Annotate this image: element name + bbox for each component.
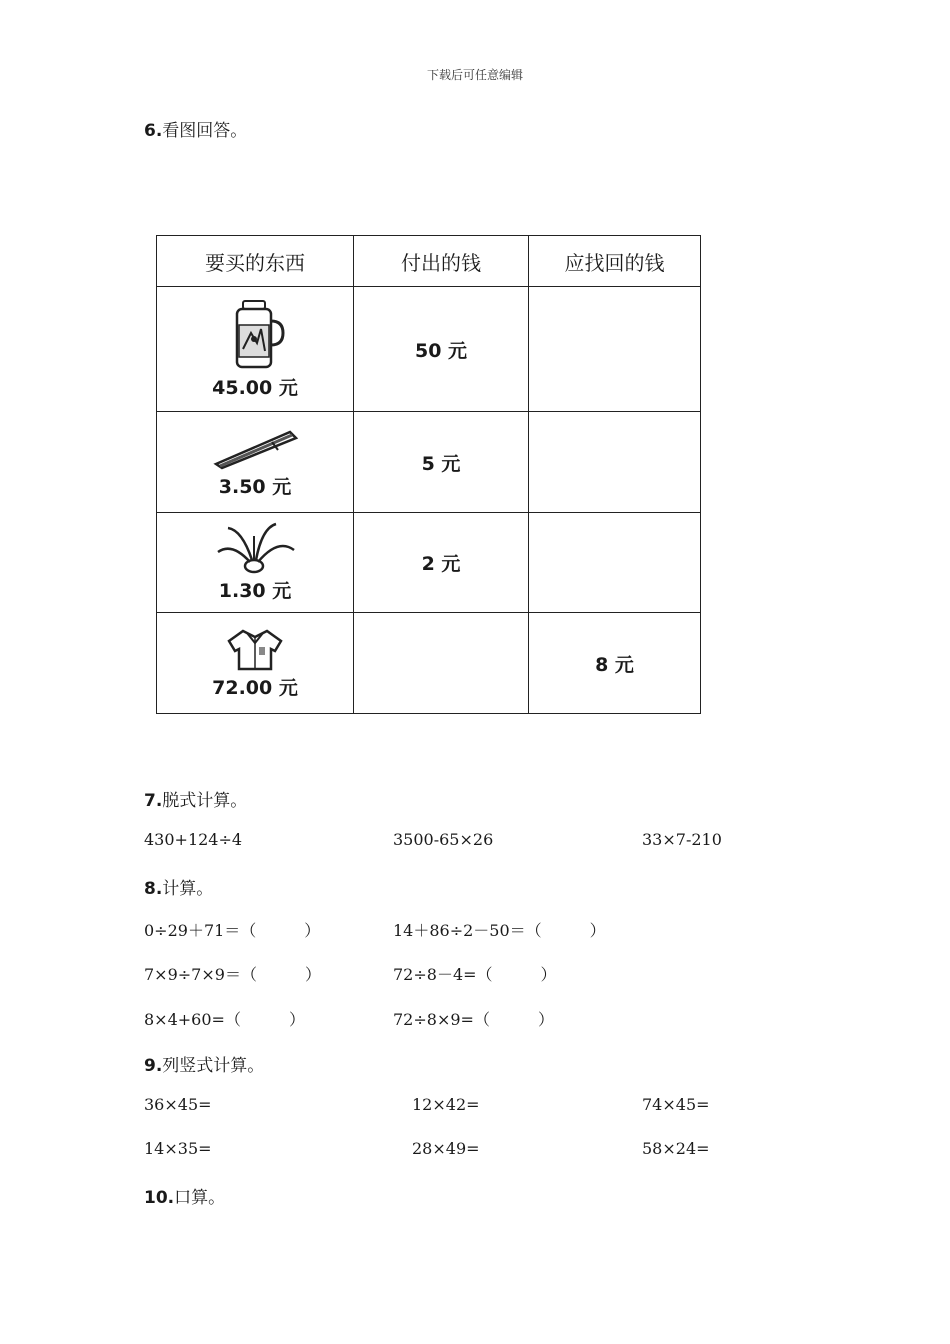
question-text: 列竖式计算。: [162, 1056, 265, 1076]
calc-item: 36×45=: [144, 1095, 212, 1114]
plant-icon: [212, 522, 298, 574]
calc-item: 14×35=: [144, 1139, 212, 1158]
pen-icon: [210, 426, 300, 470]
question-8-title: [144, 874, 213, 899]
question-text: 计算。: [162, 879, 214, 899]
calc-item: 8×4+60=（ ）: [144, 1010, 305, 1029]
thermos-icon: [225, 299, 285, 371]
shopping-table: [156, 235, 701, 714]
calc-item: 58×24=: [642, 1139, 710, 1158]
question-text: 口算。: [174, 1188, 226, 1208]
column-header-item: 要买的东西: [157, 236, 354, 287]
shirt-icon: [225, 627, 285, 671]
paid-cell: [354, 412, 529, 513]
paid-cell[interactable]: [354, 613, 529, 714]
question-10-title: [144, 1183, 225, 1208]
question-number: 10.: [144, 1188, 175, 1208]
calc-item: 74×45=: [642, 1095, 710, 1114]
item-price: 45.00 元: [212, 376, 298, 399]
question-number: 6.: [144, 121, 163, 141]
item-cell: [157, 287, 354, 412]
item-cell: [157, 513, 354, 613]
paid-cell: [354, 287, 529, 412]
question-text: 脱式计算。: [162, 791, 248, 811]
paid-value: 5 元: [421, 452, 461, 475]
page-header: 下载后可任意编辑: [426, 68, 523, 82]
paid-value: 50 元: [414, 339, 468, 362]
item-cell: [157, 412, 354, 513]
change-value: 8 元: [595, 653, 634, 676]
calc-item: 72÷8×9=（ ）: [393, 1010, 554, 1029]
calc-item: 28×49=: [412, 1139, 480, 1158]
change-cell[interactable]: [529, 412, 701, 513]
question-6-title: [144, 116, 247, 141]
calc-item: 430+124÷4: [144, 830, 243, 849]
change-cell[interactable]: [529, 513, 701, 613]
table-row: [157, 513, 701, 613]
item-price: 1.30 元: [218, 580, 292, 602]
question-number: 8.: [144, 879, 163, 899]
question-number: 7.: [144, 791, 163, 811]
paid-value: 2 元: [421, 553, 461, 575]
item-cell: [157, 613, 354, 714]
calc-item: 7×9÷7×9＝（ ）: [144, 965, 321, 984]
question-text: 看图回答。: [162, 121, 248, 141]
table-row: [157, 613, 701, 714]
column-header-paid: 付出的钱: [354, 236, 529, 287]
calc-item: 72÷8－4=（ ）: [393, 965, 557, 984]
item-price: 72.00 元: [212, 676, 298, 699]
calc-item: 14＋86÷2－50＝（ ）: [393, 921, 606, 940]
table-header-row: [157, 236, 701, 287]
question-number: 9.: [144, 1056, 163, 1076]
question-7-title: [144, 786, 247, 811]
column-header-change: 应找回的钱: [529, 236, 701, 287]
change-cell: [529, 613, 701, 714]
question-9-title: [144, 1051, 264, 1076]
calc-item: 12×42=: [412, 1095, 480, 1114]
table-row: [157, 287, 701, 412]
table-row: [157, 412, 701, 513]
paid-cell: [354, 513, 529, 613]
change-cell[interactable]: [529, 287, 701, 412]
calc-item: 3500-65×26: [393, 830, 494, 849]
item-price: 3.50 元: [218, 475, 292, 498]
calc-item: 0÷29＋71＝（ ）: [144, 921, 321, 940]
calc-item: 33×7-210: [642, 830, 722, 849]
